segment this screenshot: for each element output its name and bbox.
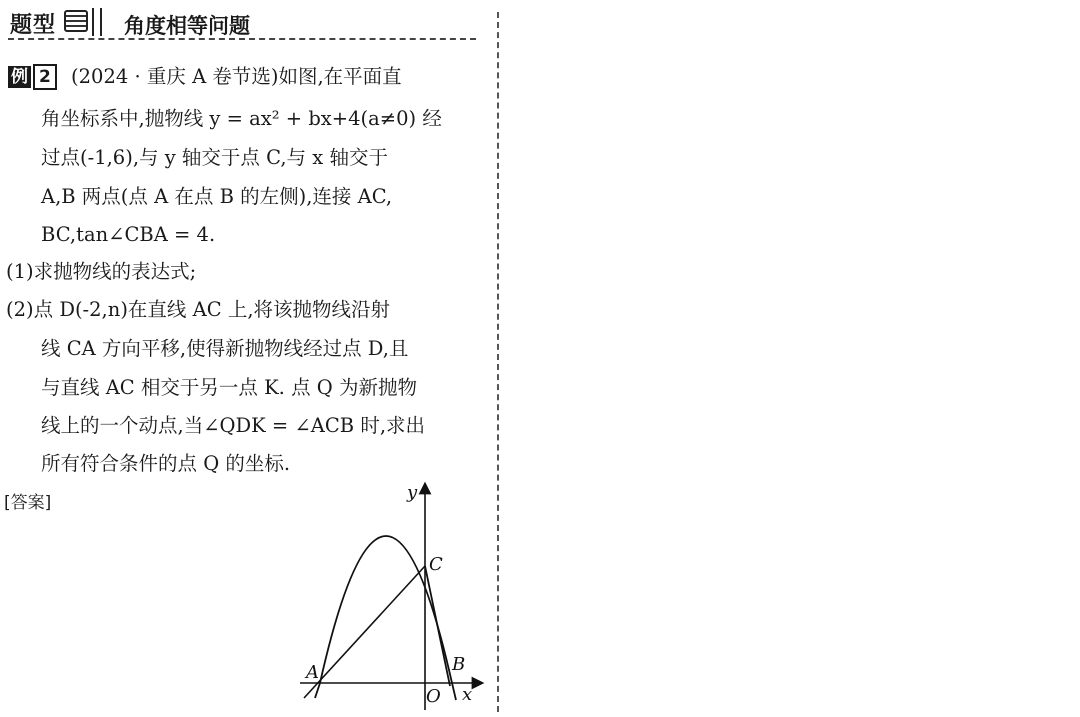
divider-bars [92,8,102,36]
question-2-line-5: 所有符合条件的点 Q 的坐标. [41,452,291,475]
section-header [8,4,496,40]
header-divider [8,38,476,40]
label-b: B [452,654,466,675]
list-icon [64,10,88,32]
question-2-line-3: 与直线 AC 相交于另一点 K. 点 Q 为新抛物 [41,376,417,399]
parabola-figure [290,478,490,714]
example-tag: 例 [8,66,31,88]
example-text-1: (2024 · 重庆 A 卷节选)如图,在平面直 [71,65,402,88]
example-number: 2 [33,64,57,90]
example-line-4: A,B 两点(点 A 在点 B 的左侧),连接 AC, [41,185,393,208]
segment-bc [425,566,450,686]
question-2-line-2: 线 CA 方向平移,使得新抛物线经过点 D,且 [41,337,409,360]
question-2-line-4: 线上的一个动点,当∠QDK = ∠ACB 时,求出 [41,414,426,437]
example-line-5: BC,tan∠CBA = 4. [41,223,216,246]
label-y: y [407,482,418,503]
example-line-2: 角坐标系中,抛物线 y = ax² + bx+4(a≠0) 经 [41,107,442,130]
label-origin: O [426,686,441,707]
label-x: x [462,684,473,705]
column-divider [497,12,499,712]
question-1: (1)求抛物线的表达式; [6,260,197,283]
example-line-3: 过点(-1,6),与 y 轴交于点 C,与 x 轴交于 [41,146,388,169]
label-c: C [429,554,443,575]
label-a: A [306,662,319,683]
section-label: 题型 [10,13,57,38]
answer-label: [答案] [4,493,52,513]
example-line-1 [8,62,402,92]
question-2-line-1: (2)点 D(-2,n)在直线 AC 上,将该抛物线沿射 [6,298,391,321]
segment-ac [304,566,425,698]
section-title: 角度相等问题 [124,14,250,38]
